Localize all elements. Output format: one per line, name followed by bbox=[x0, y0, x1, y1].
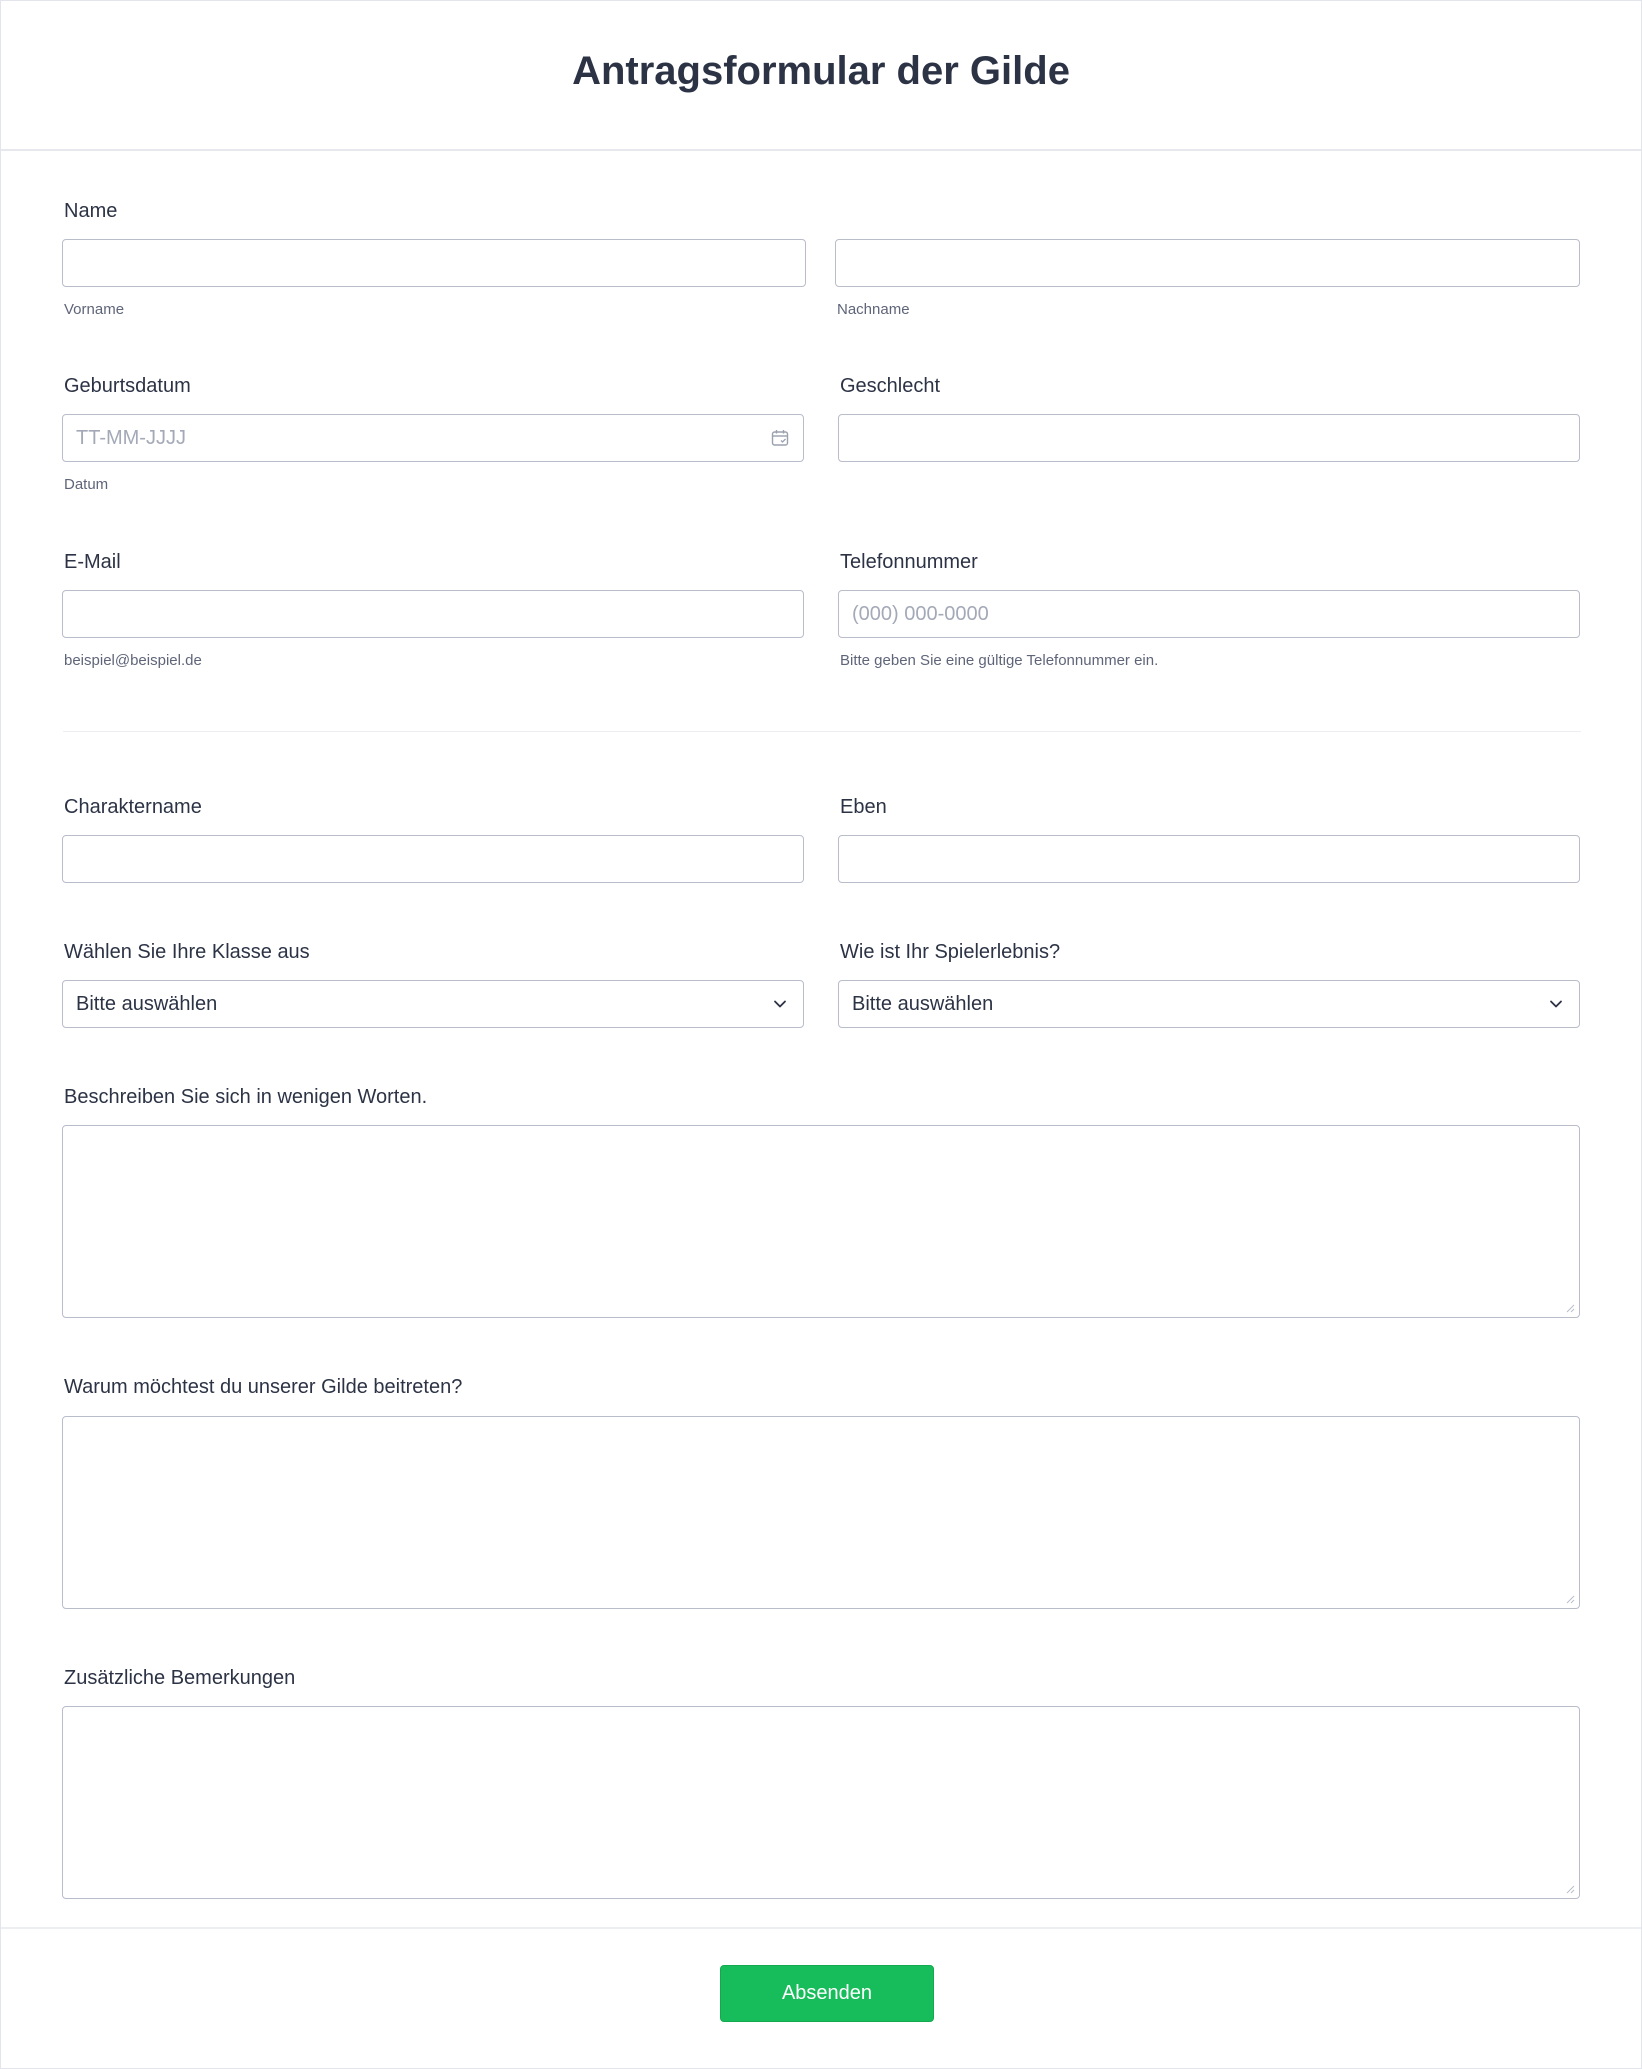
first-name-input[interactable] bbox=[62, 239, 806, 287]
experience-select-label: Wie ist Ihr Spielerlebnis? bbox=[840, 941, 1061, 963]
calendar-icon[interactable] bbox=[771, 429, 789, 447]
phone-label: Telefonnummer bbox=[840, 551, 978, 573]
level-label: Eben bbox=[840, 796, 887, 818]
character-name-input[interactable] bbox=[62, 835, 804, 883]
birthdate-label: Geburtsdatum bbox=[64, 375, 191, 397]
phone-placeholder: (000) 000-0000 bbox=[852, 603, 989, 625]
gender-input[interactable] bbox=[838, 414, 1580, 462]
email-sublabel: beispiel@beispiel.de bbox=[64, 652, 202, 669]
form-header bbox=[1, 1, 1641, 151]
phone-sublabel: Bitte geben Sie eine gültige Telefonnummer ein. bbox=[840, 652, 1159, 669]
why-join-textarea[interactable] bbox=[62, 1416, 1580, 1609]
experience-select-value: Bitte auswählen bbox=[852, 993, 994, 1015]
resize-grip-icon[interactable] bbox=[1565, 1303, 1575, 1313]
class-select[interactable] bbox=[62, 980, 804, 1028]
name-label: Name bbox=[64, 200, 118, 222]
resize-grip-icon[interactable] bbox=[1565, 1594, 1575, 1604]
remarks-textarea[interactable] bbox=[62, 1706, 1580, 1899]
experience-select[interactable] bbox=[838, 980, 1580, 1028]
chevron-down-icon bbox=[771, 995, 789, 1013]
submit-button[interactable]: Absenden bbox=[720, 1965, 934, 2022]
first-name-sublabel: Vorname bbox=[64, 301, 125, 318]
birthdate-input[interactable] bbox=[62, 414, 804, 462]
email-input[interactable] bbox=[62, 590, 804, 638]
phone-input[interactable] bbox=[838, 590, 1580, 638]
remarks-label: Zusätzliche Bemerkungen bbox=[64, 1667, 296, 1689]
resize-grip-icon[interactable] bbox=[1565, 1884, 1575, 1894]
character-name-label: Charaktername bbox=[64, 796, 202, 818]
chevron-down-icon bbox=[1547, 995, 1565, 1013]
birthdate-sublabel: Datum bbox=[64, 476, 109, 493]
describe-textarea[interactable] bbox=[62, 1125, 1580, 1318]
gender-label: Geschlecht bbox=[840, 375, 941, 397]
class-select-value: Bitte auswählen bbox=[76, 993, 218, 1015]
birthdate-placeholder: TT-MM-JJJJ bbox=[76, 427, 186, 449]
level-input[interactable] bbox=[838, 835, 1580, 883]
class-select-label: Wählen Sie Ihre Klasse aus bbox=[64, 941, 310, 963]
email-label: E-Mail bbox=[64, 551, 121, 573]
describe-label: Beschreiben Sie sich in wenigen Worten. bbox=[64, 1086, 428, 1108]
last-name-sublabel: Nachname bbox=[837, 301, 910, 318]
section-divider bbox=[63, 731, 1581, 732]
why-join-label: Warum möchtest du unserer Gilde beitreten? bbox=[64, 1376, 463, 1398]
page-title: Antragsformular der Gilde bbox=[572, 49, 1070, 93]
last-name-input[interactable] bbox=[835, 239, 1580, 287]
